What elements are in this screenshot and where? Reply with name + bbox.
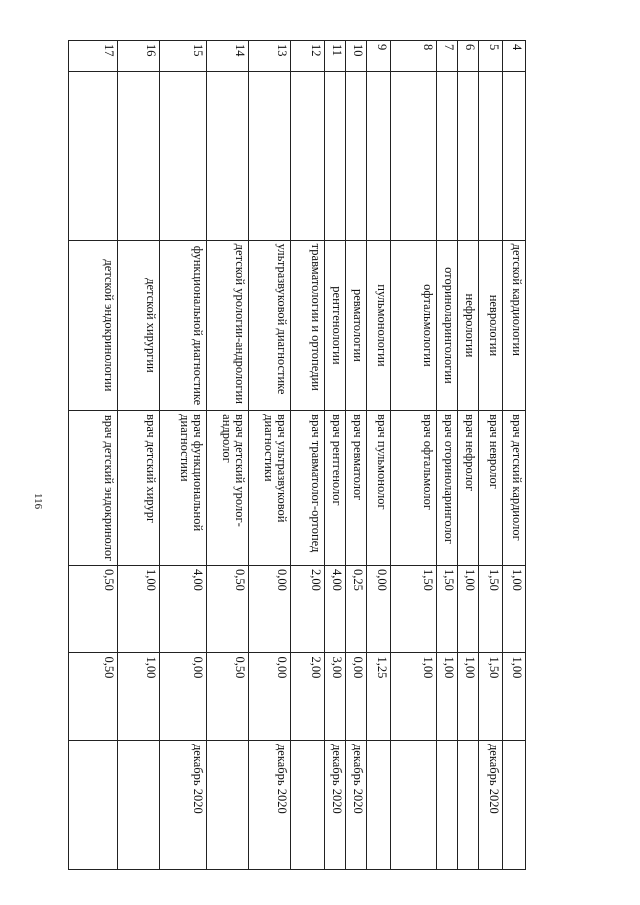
specialty-cell: врач детский эндокринолог: [69, 411, 118, 566]
department-cell: детской урологии-андрологии: [206, 240, 248, 411]
table-row: [248, 41, 290, 870]
rate-1-cell: 2,00: [290, 565, 325, 652]
department-cell: травматологии и ортопедии: [290, 240, 325, 411]
empty-cell: [290, 72, 325, 240]
rate-2-cell: 1,00: [458, 653, 479, 740]
table-row: [69, 41, 118, 870]
empty-cell: [458, 72, 479, 240]
rate-1-cell: 1,00: [118, 565, 160, 652]
table-row: [346, 41, 367, 870]
table-row: [290, 41, 325, 870]
empty-cell: [479, 72, 502, 240]
rate-2-cell: 1,25: [367, 653, 390, 740]
date-cell: декабрь 2020: [325, 740, 346, 869]
row-number-cell: 12: [290, 41, 325, 72]
specialty-cell: врач функциональной диагностики: [159, 411, 206, 566]
empty-cell: [118, 72, 160, 240]
specialty-cell: врач пульмонолог: [367, 411, 390, 566]
rate-2-cell: 2,00: [290, 653, 325, 740]
rate-2-cell: 0,00: [248, 653, 290, 740]
date-cell: [118, 740, 160, 869]
empty-cell: [325, 72, 346, 240]
row-number-cell: 13: [248, 41, 290, 72]
table-row: [390, 41, 437, 870]
table-body: [69, 41, 526, 870]
row-number-cell: 10: [346, 41, 367, 72]
table-row: [159, 41, 206, 870]
rate-1-cell: 0,00: [248, 565, 290, 652]
specialty-cell: врач оториноларинголог: [437, 411, 458, 566]
rate-1-cell: 1,00: [502, 565, 525, 652]
date-cell: [502, 740, 525, 869]
specialty-cell: врач невролог: [479, 411, 502, 566]
specialty-cell: врач детский кардиолог: [502, 411, 525, 566]
date-cell: декабрь 2020: [346, 740, 367, 869]
rate-2-cell: 1,00: [437, 653, 458, 740]
empty-cell: [248, 72, 290, 240]
table-row: [325, 41, 346, 870]
empty-cell: [390, 72, 437, 240]
department-cell: нефрологии: [458, 240, 479, 411]
row-number-cell: 11: [325, 41, 346, 72]
department-cell: офтальмологии: [390, 240, 437, 411]
row-number-cell: 16: [118, 41, 160, 72]
rate-2-cell: 1,00: [118, 653, 160, 740]
date-cell: [458, 740, 479, 869]
rate-1-cell: 4,00: [325, 565, 346, 652]
department-cell: функциональной диагностике: [159, 240, 206, 411]
table-row: [458, 41, 479, 870]
rate-1-cell: 0,50: [69, 565, 118, 652]
empty-cell: [206, 72, 248, 240]
table-row: [502, 41, 525, 870]
row-number-cell: 7: [437, 41, 458, 72]
department-cell: ультразвуковой диагностике: [248, 240, 290, 411]
date-cell: [206, 740, 248, 869]
empty-cell: [502, 72, 525, 240]
rate-1-cell: 0,25: [346, 565, 367, 652]
empty-cell: [69, 72, 118, 240]
rate-1-cell: 4,00: [159, 565, 206, 652]
department-cell: детской эндокринологии: [69, 240, 118, 411]
table-row: [367, 41, 390, 870]
rate-2-cell: 1,00: [390, 653, 437, 740]
rate-1-cell: 1,50: [437, 565, 458, 652]
department-cell: оториноларингологии: [437, 240, 458, 411]
date-cell: [367, 740, 390, 869]
staffing-table: [68, 40, 526, 870]
row-number-cell: 4: [502, 41, 525, 72]
empty-cell: [367, 72, 390, 240]
rate-2-cell: 1,00: [502, 653, 525, 740]
date-cell: [390, 740, 437, 869]
specialty-cell: врач рентгенолог: [325, 411, 346, 566]
specialty-cell: врач ультразвуковой диагностики: [248, 411, 290, 566]
rate-2-cell: 1,50: [479, 653, 502, 740]
department-cell: пульмонологии: [367, 240, 390, 411]
empty-cell: [346, 72, 367, 240]
rate-2-cell: 0,50: [69, 653, 118, 740]
table-row: [479, 41, 502, 870]
date-cell: декабрь 2020: [248, 740, 290, 869]
rate-1-cell: 1,00: [458, 565, 479, 652]
row-number-cell: 14: [206, 41, 248, 72]
rate-2-cell: 3,00: [325, 653, 346, 740]
specialty-cell: врач травматолог-ортопед: [290, 411, 325, 566]
date-cell: [290, 740, 325, 869]
specialty-cell: врач детский уролог-андролог: [206, 411, 248, 566]
department-cell: детской хирургии: [118, 240, 160, 411]
rate-2-cell: 0,50: [206, 653, 248, 740]
date-cell: декабрь 2020: [479, 740, 502, 869]
department-cell: детской кардиологии: [502, 240, 525, 411]
specialty-cell: врач детский хирург: [118, 411, 160, 566]
department-cell: ревматологии: [346, 240, 367, 411]
row-number-cell: 15: [159, 41, 206, 72]
specialty-cell: врач ревматолог: [346, 411, 367, 566]
date-cell: [69, 740, 118, 869]
department-cell: рентгенологии: [325, 240, 346, 411]
row-number-cell: 8: [390, 41, 437, 72]
specialty-cell: врач офтальмолог: [390, 411, 437, 566]
row-number-cell: 5: [479, 41, 502, 72]
empty-cell: [159, 72, 206, 240]
rate-2-cell: 0,00: [346, 653, 367, 740]
row-number-cell: 17: [69, 41, 118, 72]
page-number: 116: [32, 493, 44, 510]
rate-1-cell: 1,50: [390, 565, 437, 652]
table-row: [437, 41, 458, 870]
specialty-cell: врач нефролог: [458, 411, 479, 566]
department-cell: неврологии: [479, 240, 502, 411]
empty-cell: [437, 72, 458, 240]
rate-1-cell: 1,50: [479, 565, 502, 652]
date-cell: декабрь 2020: [159, 740, 206, 869]
rate-2-cell: 0,00: [159, 653, 206, 740]
rate-1-cell: 0,00: [367, 565, 390, 652]
date-cell: [437, 740, 458, 869]
row-number-cell: 9: [367, 41, 390, 72]
staffing-table-container: [68, 40, 526, 870]
table-row: [118, 41, 160, 870]
row-number-cell: 6: [458, 41, 479, 72]
table-row: [206, 41, 248, 870]
rate-1-cell: 0,50: [206, 565, 248, 652]
